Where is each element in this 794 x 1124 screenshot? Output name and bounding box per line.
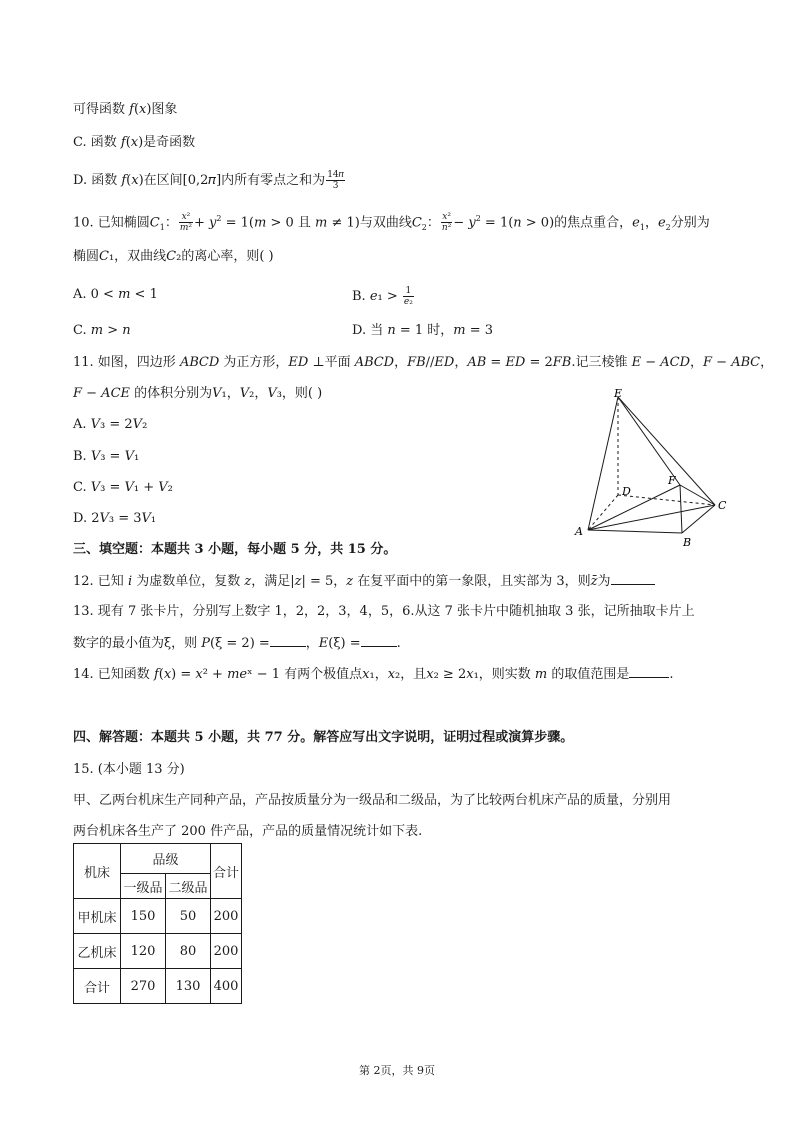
header-grade: 品级 xyxy=(121,844,211,874)
q12: 12. 已知 𝑖 为虚数单位，复数 𝑧，满足|𝑧| = 5，𝑧 在复平面中的第一象限，且实部为 3，则𝑧̄为 xyxy=(73,572,655,591)
q9-option-c: C. 函数 𝑓(𝑥)是奇函数 xyxy=(73,135,196,150)
q10-option-a: A. 0 < 𝑚 < 1 xyxy=(73,287,158,302)
q15-stem-line1: 甲、乙两台机床生产同种产品，产品按质量分为一级品和二级品，为了比较两台机床产品的质量，分别用 xyxy=(73,793,672,808)
q11-stem-line1: 11. 如图，四边形 𝐴𝐵𝐶𝐷 为正方形，𝐸𝐷 ⊥平面 𝐴𝐵𝐶𝐷，𝐹𝐵//𝐸𝐷，𝐴𝐵 = 𝐸𝐷 = 2𝐹𝐵.记三棱锥 𝐸 − 𝐴𝐶𝐷，𝐹 − 𝐴𝐵𝐶， xyxy=(73,355,774,370)
q10-option-c: C. 𝑚 > 𝑛 xyxy=(73,323,131,338)
q10-option-b-fraction: $\frac{1}{\text{𝑒₂}}$ xyxy=(403,286,413,307)
edge-ec xyxy=(618,397,715,505)
q10-stem-line2: 椭圆𝐶₁，双曲线𝐶₂的离心率，则( ) xyxy=(73,249,274,264)
table-row: 乙机床 120 80 200 xyxy=(74,934,242,969)
q11-option-d: D. 2𝑉₃ = 3𝑉₁ xyxy=(73,511,157,526)
q9-option-d xyxy=(73,170,346,191)
q13-blank-1[interactable] xyxy=(270,634,306,647)
label-c: C xyxy=(718,499,727,512)
q10-fraction-ellipse: $\frac{\text{𝑥²}}{\text{𝑚²}}$ xyxy=(179,212,193,234)
q15-heading: 15. (本小题 13 分) xyxy=(73,762,185,777)
edge-ef xyxy=(618,397,680,485)
edge-ea xyxy=(588,397,618,530)
label-d: D xyxy=(622,485,631,498)
q14-answer-blank[interactable] xyxy=(629,665,669,678)
q11-option-a: A. 𝑉₃ = 2𝑉₂ xyxy=(73,417,148,432)
q13-line1: 13. 现有 7 张卡片，分别写上数字 1，2，2，3，4，5，6.从这 7 张卡片中随机抽取 3 张，记所抽取卡片上 xyxy=(73,604,695,619)
q14: 14. 已知函数 𝑓(𝑥) = 𝑥² + 𝑚𝑒ˣ − 1 有两个极值点𝑥₁，𝑥₂，且𝑥₂ ≥ 2𝑥₁，则实数 𝑚 的取值范围是 . xyxy=(73,667,674,682)
prev-question-tail: 可得函数 𝑓(𝑥)图象 xyxy=(73,102,178,117)
header-total: 合计 xyxy=(211,844,242,899)
q13-line2: 数字的最小值为ξ，则 𝑃(ξ = 2) = ，𝐸(ξ) = . xyxy=(73,636,401,651)
table-row: 甲机床 150 50 200 xyxy=(74,899,242,934)
q9-option-d-fraction: $\frac{\text{14𝜋}}{3}$ xyxy=(327,170,344,191)
label-b: B xyxy=(683,536,692,549)
edge-af xyxy=(588,485,680,530)
q11-stem-line2: 𝐹 − 𝐴𝐶𝐸 的体积分别为𝑉₁，𝑉₂，𝑉₃，则( ) xyxy=(73,386,323,401)
label-e: E xyxy=(614,387,623,400)
header-grade-1: 一级品 xyxy=(121,874,166,899)
section-4-heading: 四、解答题：本题共 5 小题，共 77 分。解答应写出文字说明，证明过程或演算步骤。 xyxy=(73,730,574,745)
label-f: F xyxy=(668,474,676,487)
q9-option-d-text: D. 函数 𝑓(𝑥)在区间[0,2𝜋]内所有零点之和为 xyxy=(73,173,326,188)
edge-ab xyxy=(588,530,682,533)
q10-stem-line1: 10. 已知椭圆𝐶$_1$： $\frac{\text{𝑥²}}{\text{𝑚²}}$ + 𝑦$^2$ = 1(𝑚 > 0 且 𝑚 ≠ 1)与双曲线𝐶$_2$： $\frac{\text{𝑥²}}{\text{𝑛²}}$ − 𝑦$^2$ = 1(𝑛 > 0)的焦点重合，𝑒$_1$，𝑒$_2$分别为 xyxy=(73,212,710,234)
q15-stem-line2: 两台机床各生产了 200 件产品，产品的质量情况统计如下表. xyxy=(73,824,423,839)
label-a: A xyxy=(575,525,583,538)
edge-fb xyxy=(680,485,682,533)
q10-option-d: D. 当 𝑛 = 1 时，𝑚 = 3 xyxy=(352,323,494,338)
q13-blank-2[interactable] xyxy=(361,634,397,647)
page-footer: 第 2页，共 9页 xyxy=(359,1064,435,1077)
header-machine: 机床 xyxy=(74,844,121,899)
q11-pyramid-figure xyxy=(570,385,740,555)
section-3-heading: 三、填空题：本题共 3 小题，每小题 5 分，共 15 分。 xyxy=(73,542,397,557)
q12-zbar: 𝑧̄ xyxy=(590,574,598,589)
q11-option-c: C. 𝑉₃ = 𝑉₁ + 𝑉₂ xyxy=(73,480,173,495)
q10-fraction-hyperbola: $\frac{\text{𝑥²}}{\text{𝑛²}}$ xyxy=(441,212,452,234)
q12-answer-blank[interactable] xyxy=(611,572,655,585)
edge-bc xyxy=(682,505,715,533)
q11-option-b: B. 𝑉₃ = 𝑉₁ xyxy=(73,449,140,464)
header-grade-2: 二级品 xyxy=(166,874,211,899)
quality-table xyxy=(73,843,242,1004)
q10-option-b: B. 𝑒₁ > $\frac{1}{\text{𝑒₂}}$ xyxy=(352,286,413,307)
edge-ac xyxy=(588,505,715,530)
table-row: 合计 270 130 400 xyxy=(74,969,242,1004)
